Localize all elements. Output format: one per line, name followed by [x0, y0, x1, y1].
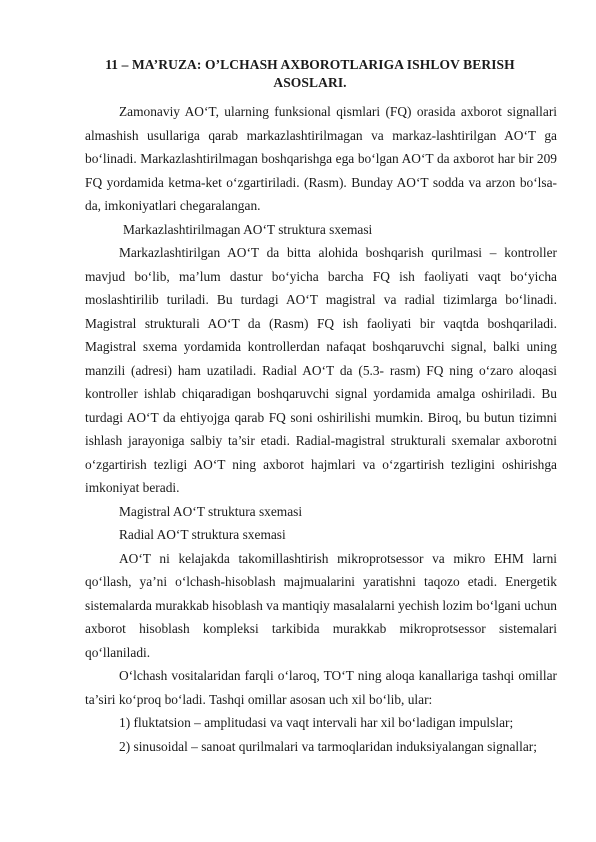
paragraph-future: AO‘T ni kelajakda takomillashtirish mikroprotsessor va mikro EHM larni qo‘llash, ya’ni o‘lchash-hisoblash majmualarini yaratishni taqozo etadi. Energetik sistemalarda murakkab hisoblash va mantiqiy masalalarni yechish lozim bo‘lgani uchun axborot hisoblash kompleksi tarkibida murakkab mikroprotsessor sistemalari qo‘llaniladi.	[85, 550, 557, 660]
lecture-title: 11 – MA’RUZA: O’LCHASH AXBOROTLARIGA ISHLOV BERISH ASOSLARI.	[105, 57, 515, 90]
paragraph-external-factors: O‘lchash vositalaridan farqli o‘laroq, TO‘T ning aloqa kanallariga tashqi omillar ta’siri ko‘proq bo‘ladi. Tashqi omillar asosan uch xil bo‘lib, ular:	[85, 668, 557, 707]
paragraph-intro: Zamonaviy AO‘T, ularning funksional qismlari (FQ) orasida axborot signallari almashish usullariga qarab markazlashtirilmagan va markaz-lashtirilgan AO‘T ga bo‘linadi. Markazlashtirilmagan boshqarishga ega bo‘lgan AO‘T da axborot har bir 209 FQ yordamida ketma-ket o‘zgartiriladi. (Rasm). Bunday AO‘T sodda va arzon bo‘lsa-da, imkoniyatlari chegaralangan.	[85, 104, 557, 213]
list-item-sinusoidal: 2) sinusoidal – sanoat qurilmalari va tarmoqlaridan induksiyalangan signallar;	[119, 738, 537, 754]
figure-caption-decentralized: Markazlashtirilmagan AO‘T struktura sxemasi	[123, 221, 373, 237]
list-item-fluctuation: 1) fluktatsion – amplitudasi va vaqt intervali har xil bo‘ladigan impulslar;	[119, 715, 514, 730]
figure-caption-magistral: Magistral AO‘T struktura sxemasi	[119, 503, 303, 519]
document-body	[85, 100, 557, 758]
paragraph-centralized: Markazlashtirilgan AO‘T da bitta alohida boshqarish qurilmasi – kontroller mavjud bo‘lib, ma’lum dastur bo‘yicha barcha FQ ish faoliyati vaqt bo‘yicha moslashtirilib turiladi. Bu turdagi AO‘T magistral va radial tizimlarga bo‘linadi. Magistral strukturali AO‘T da (Rasm) FQ ish faoliyati bir vaqtda boshqariladi. Magistral sxema yordamida kontrollerdan nafaqat boshqaruvchi signal, balki uning manzili (adresi) ham uzatiladi. Radial AO‘T da (5.3- rasm) FQ ning o‘zaro aloqasi kontroller ishlab chiqaradigan boshqaruvchi signal yordamida amalga oshiriladi. Bu turdagi AO‘T da ehtiyojga qarab FQ soni oshirilishi mumkin. Biroq, bu butun tizimni ishlash jarayoniga salbiy ta’sir etadi. Radial-magistral strukturali sxemalar axborotni o‘zgartirish tezligi AO‘T ning axborot hajmlari va o‘zgartirish tezligini oshirishga imkoniyat beradi.	[85, 245, 557, 495]
figure-caption-radial: Radial AO‘T struktura sxemasi	[119, 527, 286, 542]
